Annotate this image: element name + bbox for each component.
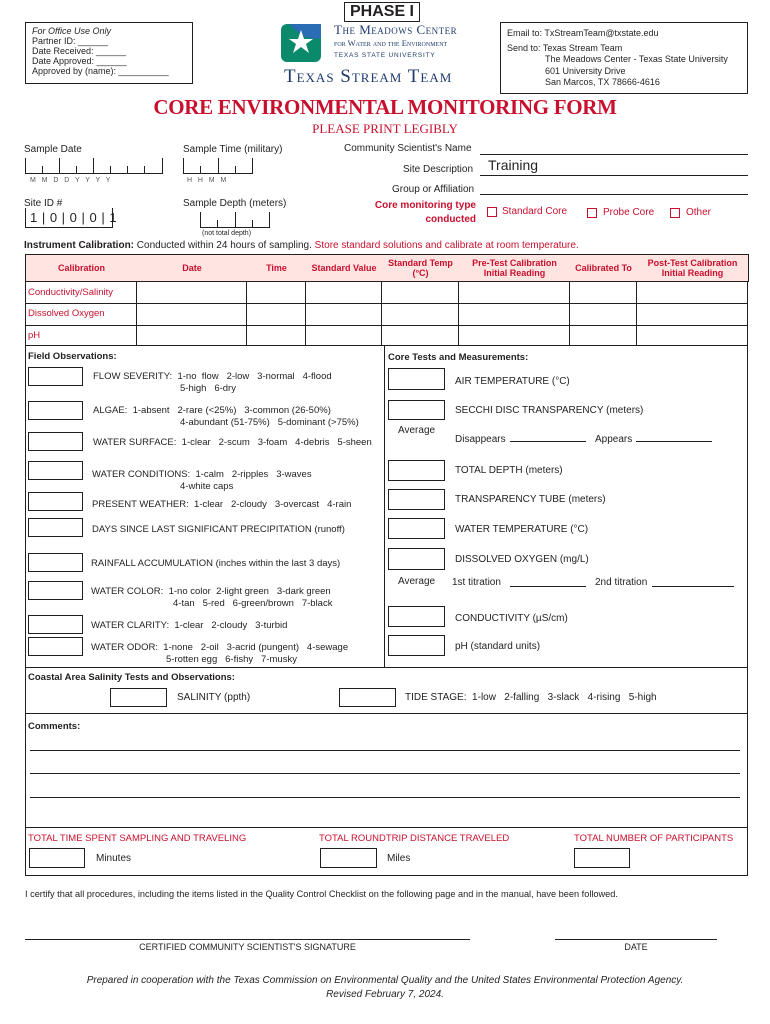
observation-box[interactable] xyxy=(28,432,83,451)
observation-label-cont: 4-abundant (51-75%) 5-dominant (>75%) xyxy=(180,417,359,428)
site-description-label: Site Description xyxy=(403,164,474,175)
observation-label: FLOW SEVERITY: 1-no flow 2-low 3-normal 4-flood xyxy=(93,371,332,382)
appears-label: Appears xyxy=(595,434,633,445)
contact-addr1: The Meadows Center - Texas State University xyxy=(545,54,728,64)
other-label: Other xyxy=(686,207,712,218)
approved-by-field[interactable]: Approved by (name): __________ xyxy=(32,66,169,76)
total-time-box[interactable] xyxy=(29,848,85,868)
star-logo-icon xyxy=(281,24,321,62)
conductivity-label: CONDUCTIVITY (µS/cm) xyxy=(455,613,568,624)
observation-box[interactable] xyxy=(28,581,83,600)
coastal-title: Coastal Area Salinity Tests and Observations: xyxy=(28,672,235,683)
total-time-unit: Minutes xyxy=(96,853,132,864)
total-time-label: TOTAL TIME SPENT SAMPLING AND TRAVELING xyxy=(28,833,247,844)
texas-stream-team-logo xyxy=(281,24,321,62)
comment-line-1[interactable] xyxy=(30,750,740,751)
contact-email[interactable]: Email to: TxStreamTeam@txstate.edu xyxy=(507,28,659,38)
footer-prepared: Prepared in cooperation with the Texas Commission on Environmental Quality and the United States Environmental Protection Agency. xyxy=(86,975,684,986)
transparency-tube-box[interactable] xyxy=(388,489,445,510)
cal-header-standard-temp: Standard Temp (°C) xyxy=(382,254,460,282)
scientist-name-field[interactable] xyxy=(480,154,748,155)
other-checkbox[interactable] xyxy=(670,208,680,218)
observation-box[interactable] xyxy=(28,367,83,386)
comments-title: Comments: xyxy=(28,721,81,732)
salinity-label: SALINITY (ppth) xyxy=(177,692,251,703)
observation-label: WATER CONDITIONS: 1-calm 2-ripples 3-waves xyxy=(92,469,312,480)
comments-section xyxy=(25,714,748,828)
team-name: Texas Stream Team xyxy=(284,66,453,87)
certify-statement: I certify that all procedures, including the items listed in the Quality Control Checklist on the following page and in the manual, have been followed. xyxy=(25,889,618,899)
cal-header-calibration: Calibration xyxy=(26,254,138,282)
cal-cell[interactable] xyxy=(381,325,459,346)
sample-time-label: Sample Time (military) xyxy=(183,144,283,155)
tide-stage-label: TIDE STAGE: 1-low 2-falling 3-slack 4-rising 5-high xyxy=(405,692,657,703)
standard-core-checkbox[interactable] xyxy=(487,207,497,217)
form-title: CORE ENVIRONMENTAL MONITORING FORM xyxy=(153,95,617,119)
total-depth-box[interactable] xyxy=(388,460,445,481)
observation-label: RAINFALL ACCUMULATION (inches within the last 3 days) xyxy=(91,558,341,569)
comment-line-3[interactable] xyxy=(30,797,740,798)
cal-cell[interactable] xyxy=(636,303,748,326)
transparency-tube-label: TRANSPARENCY TUBE (meters) xyxy=(455,494,606,505)
conductivity-box[interactable] xyxy=(388,606,445,627)
probe-core-label: Probe Core xyxy=(603,207,655,218)
observation-label: WATER COLOR: 1-no color 2-light green 3-dark green xyxy=(91,586,331,597)
observation-box[interactable] xyxy=(28,615,83,634)
university-name: TEXAS STATE UNIVERSITY xyxy=(334,52,436,59)
contact-box xyxy=(500,22,748,94)
dissolved-oxygen-label: DISSOLVED OXYGEN (mg/L) xyxy=(455,554,589,565)
contact-addr3: San Marcos, TX 78666-4616 xyxy=(545,77,660,87)
cal-cell[interactable] xyxy=(636,282,748,304)
partner-id-field[interactable]: Partner ID: ______ xyxy=(32,36,109,46)
cal-cell[interactable] xyxy=(136,303,247,326)
total-participants-label: TOTAL NUMBER OF PARTICIPANTS xyxy=(574,833,734,844)
site-id-label: Site ID # xyxy=(24,198,63,209)
observation-label-cont: 4-white caps xyxy=(180,481,234,492)
meadows-center-subtitle: for Water and the Environment xyxy=(334,38,448,48)
cal-row-label-text: pH xyxy=(28,330,41,341)
sample-depth-label: Sample Depth (meters) xyxy=(183,198,287,209)
observation-label: WATER ODOR: 1-none 2-oil 3-acrid (pungent) 4-sewage xyxy=(91,642,349,653)
disappears-label: Disappears xyxy=(455,434,506,445)
core-tests-title: Core Tests and Measurements: xyxy=(388,352,529,363)
water-temp-label: WATER TEMPERATURE (°C) xyxy=(455,524,589,535)
contact-addr2: 601 University Drive xyxy=(545,65,626,76)
observation-box[interactable] xyxy=(28,401,83,420)
footer-revised: Revised February 7, 2024. xyxy=(326,989,444,1000)
cal-cell[interactable] xyxy=(458,325,570,346)
cal-header-date: Date xyxy=(137,254,248,282)
cal-header-calibrated-to: Calibrated To xyxy=(570,254,638,282)
observation-box[interactable] xyxy=(28,492,83,511)
contact-send-to: Send to: Texas Stream Team xyxy=(507,42,623,53)
air-temp-box[interactable] xyxy=(388,368,445,390)
meadows-center-name: The Meadows Center xyxy=(334,22,458,37)
cal-cell[interactable] xyxy=(246,325,306,346)
cal-cell[interactable] xyxy=(381,303,459,326)
sample-depth-note: (not total depth) xyxy=(202,230,252,237)
sample-date-input[interactable] xyxy=(25,158,163,174)
dissolved-oxygen-box[interactable] xyxy=(388,548,445,570)
cal-cell[interactable] xyxy=(569,325,637,346)
site-description-value: Training xyxy=(488,157,539,173)
observations-divider xyxy=(384,346,385,668)
cal-row-label-text: Conductivity/Salinity xyxy=(28,287,114,298)
cal-cell[interactable] xyxy=(636,325,748,346)
disappears-field[interactable] xyxy=(510,441,586,442)
titration1-label: 1st titration xyxy=(452,577,501,588)
cal-header-pretest: Pre-Test Calibration Initial Reading xyxy=(459,254,571,282)
titration2-field[interactable] xyxy=(652,586,734,587)
cal-cell[interactable] xyxy=(458,282,570,304)
probe-core-checkbox[interactable] xyxy=(587,208,597,218)
group-field[interactable] xyxy=(480,194,748,195)
cal-row-label xyxy=(25,325,137,346)
total-distance-box[interactable] xyxy=(320,848,377,868)
titration2-label: 2nd titration xyxy=(595,577,648,588)
observation-box[interactable] xyxy=(28,637,83,656)
cal-cell[interactable] xyxy=(569,282,637,304)
sample-date-units: M M D D Y Y Y Y xyxy=(30,177,111,184)
form-subtitle: PLEASE PRINT LEGIBLY xyxy=(312,121,458,136)
cal-cell[interactable] xyxy=(305,303,382,326)
sample-time-units: H H M M xyxy=(187,177,227,184)
observation-label-cont: 4-tan 5-red 6-green/brown 7-black xyxy=(173,598,333,609)
observation-box[interactable] xyxy=(28,518,83,537)
group-label: Group or Affiliation xyxy=(392,184,475,195)
appears-field[interactable] xyxy=(636,441,712,442)
site-id-input[interactable] xyxy=(25,208,118,228)
air-temp-label: AIR TEMPERATURE (°C) xyxy=(455,376,570,387)
site-description-field[interactable] xyxy=(480,175,748,176)
ph-label: pH (standard units) xyxy=(455,641,541,652)
secchi-label: SECCHI DISC TRANSPARENCY (meters) xyxy=(455,405,644,416)
observation-label: ALGAE: 1-absent 2-rare (<25%) 3-common (26-50%) xyxy=(93,405,331,416)
field-observations-title: Field Observations: xyxy=(28,351,117,362)
observation-label: DAYS SINCE LAST SIGNIFICANT PRECIPITATION (runoff) xyxy=(92,524,345,535)
do-average-label: Average xyxy=(398,576,436,587)
water-temp-box[interactable] xyxy=(388,518,445,539)
salinity-box[interactable] xyxy=(110,688,167,707)
cal-row-label-text: Dissolved Oxygen xyxy=(28,308,105,319)
signature-date-field[interactable] xyxy=(555,939,717,940)
observation-box[interactable] xyxy=(28,553,83,572)
comment-line-2[interactable] xyxy=(30,773,740,774)
secchi-box[interactable] xyxy=(388,400,445,420)
cal-cell[interactable] xyxy=(305,325,382,346)
tide-stage-box[interactable] xyxy=(339,688,396,707)
cal-cell[interactable] xyxy=(569,303,637,326)
cal-cell[interactable] xyxy=(305,282,382,304)
observation-label: PRESENT WEATHER: 1-clear 2-cloudy 3-overcast 4-rain xyxy=(92,499,352,510)
scientist-name-label: Community Scientist's Name xyxy=(344,143,472,154)
total-distance-unit: Miles xyxy=(387,853,411,864)
observation-label-cont: 5-high 6-dry xyxy=(180,383,236,394)
signature-date-label: DATE xyxy=(624,942,648,952)
cal-cell[interactable] xyxy=(246,282,306,304)
office-use-box xyxy=(25,22,193,84)
core-type-label: Core monitoring type conducted xyxy=(374,200,476,225)
cal-cell[interactable] xyxy=(136,325,247,346)
sample-time-input[interactable] xyxy=(183,158,253,174)
total-distance-label: TOTAL ROUNDTRIP DISTANCE TRAVELED xyxy=(319,833,510,844)
cal-header-posttest: Post-Test Calibration Initial Reading xyxy=(637,254,749,282)
ph-box[interactable] xyxy=(388,635,445,656)
cal-cell[interactable] xyxy=(246,303,306,326)
observation-label-cont: 5-rotten egg 6-fishy 7-musky xyxy=(166,654,297,665)
cal-row-label xyxy=(25,282,137,304)
signature-label: CERTIFIED COMMUNITY SCIENTIST'S SIGNATURE xyxy=(139,942,356,952)
cal-cell[interactable] xyxy=(136,282,247,304)
signature-field[interactable] xyxy=(25,939,470,940)
cal-header-time: Time xyxy=(247,254,307,282)
total-participants-box[interactable] xyxy=(574,848,630,868)
cal-row-label xyxy=(25,303,137,326)
date-approved-field[interactable]: Date Approved: ______ xyxy=(32,56,127,66)
sample-date-label: Sample Date xyxy=(24,144,82,155)
observation-box[interactable] xyxy=(28,461,83,480)
cal-cell[interactable] xyxy=(458,303,570,326)
titration1-field[interactable] xyxy=(510,586,586,587)
observation-label: WATER SURFACE: 1-clear 2-scum 3-foam 4-debris 5-sheen xyxy=(93,437,372,448)
secchi-average-label: Average xyxy=(398,425,436,436)
standard-core-label: Standard Core xyxy=(502,206,568,217)
cal-cell[interactable] xyxy=(381,282,459,304)
office-use-title: For Office Use Only xyxy=(32,26,112,36)
calibration-intro: Instrument Calibration: Conducted within 24 hours of sampling. Store standard solutions and calibrate at room temperature. xyxy=(24,240,579,251)
site-id-value: 1 | 0 | 0 | 0 | 1 xyxy=(30,210,118,225)
date-received-field[interactable]: Date Received: ______ xyxy=(32,46,127,56)
sample-depth-input[interactable] xyxy=(200,212,270,228)
cal-header-standard-value: Standard Value xyxy=(306,254,383,282)
observation-label: WATER CLARITY: 1-clear 2-cloudy 3-turbid xyxy=(91,620,288,631)
total-depth-label: TOTAL DEPTH (meters) xyxy=(455,465,563,476)
phase-badge: PHASE I xyxy=(344,2,420,22)
